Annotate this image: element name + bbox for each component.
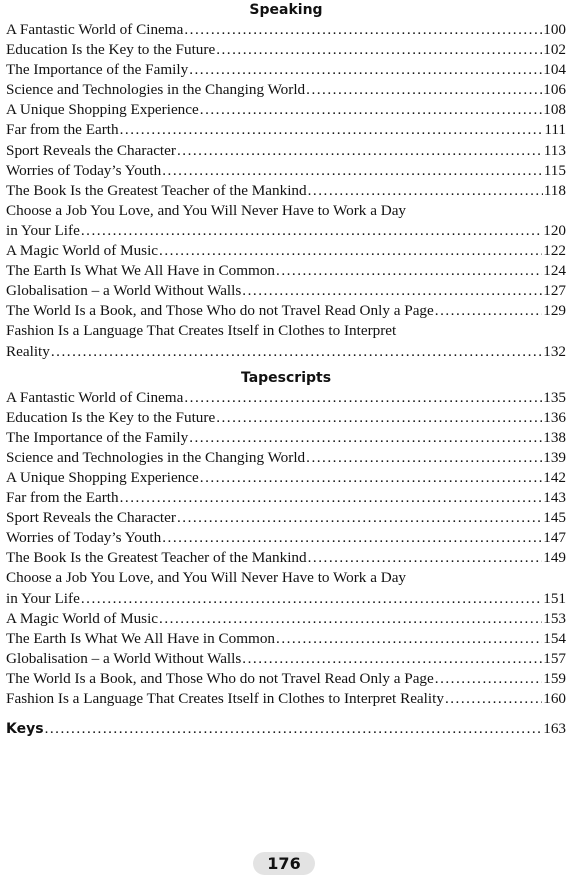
toc-entry[interactable] bbox=[6, 669, 566, 689]
toc-entry-page: 100 bbox=[543, 21, 566, 38]
toc-entry-title: Worries of Today’s Youth bbox=[6, 161, 162, 179]
toc-entry[interactable] bbox=[6, 388, 566, 408]
toc-entry[interactable] bbox=[6, 301, 566, 321]
toc-entry-row bbox=[6, 241, 566, 261]
toc-entry-page: 111 bbox=[544, 121, 566, 139]
toc-entry-page: 118 bbox=[543, 181, 566, 199]
toc-entry-row bbox=[6, 629, 566, 649]
toc-entry-row bbox=[6, 141, 566, 161]
toc-entry-title: Science and Technologies in the Changing World bbox=[6, 448, 306, 466]
toc-entry-title-line: Choose a Job You Love, and You Will Never Have to Work a Day bbox=[6, 201, 407, 219]
toc-entry-title: The Importance of the Family bbox=[6, 61, 189, 79]
toc-entry-page: 154 bbox=[543, 629, 566, 647]
toc-entry-title: A Fantastic World of Cinema bbox=[6, 388, 184, 406]
toc-entry-row bbox=[6, 120, 566, 140]
toc-entry-page: 149 bbox=[543, 549, 566, 567]
toc-entry-page: 143 bbox=[543, 489, 566, 507]
toc-entry-title: The Book Is the Greatest Teacher of the Mankind bbox=[6, 181, 307, 199]
toc-leader-dots bbox=[445, 689, 542, 709]
toc-leader-dots bbox=[306, 448, 542, 468]
toc-entry[interactable] bbox=[6, 201, 566, 241]
toc-leader-dots bbox=[45, 719, 543, 739]
toc-entry-title: Education Is the Key to the Future bbox=[6, 408, 216, 426]
toc-entry-page: 136 bbox=[543, 408, 566, 426]
toc-entry-title: Globalisation – a World Without Walls bbox=[6, 649, 242, 667]
toc-entry-title: A Unique Shopping Experience bbox=[6, 468, 199, 486]
toc-entry-row bbox=[6, 448, 566, 468]
section-heading-speaking: Speaking bbox=[249, 2, 323, 18]
toc-entry-row bbox=[6, 609, 566, 629]
toc-entry-page: 132 bbox=[543, 342, 566, 360]
toc-entry-page: 160 bbox=[543, 690, 566, 707]
toc-entry-title: The World Is a Book, and Those Who do not Travel Read Only a Page bbox=[6, 302, 434, 320]
toc-entry-title: Science and Technologies in the Changing World bbox=[6, 81, 306, 99]
toc-entry[interactable] bbox=[6, 488, 566, 508]
toc-entry-page: 115 bbox=[543, 161, 566, 179]
toc-entry-title: A Magic World of Music bbox=[6, 609, 159, 627]
section-heading-tapescripts: Tapescripts bbox=[240, 369, 332, 386]
toc-leader-dots bbox=[200, 100, 542, 120]
toc-entry[interactable] bbox=[6, 508, 566, 528]
toc-entry-title: Reality bbox=[6, 342, 50, 360]
toc-leader-dots bbox=[308, 548, 543, 568]
toc-leader-dots bbox=[184, 20, 542, 40]
toc-entry-page: 138 bbox=[543, 428, 566, 446]
toc-entry-title: Fashion Is a Language That Creates Itself in Clothes to Interpret Reality bbox=[6, 690, 444, 707]
toc-entry[interactable] bbox=[6, 408, 566, 428]
toc-leader-dots bbox=[177, 508, 542, 528]
toc-entry-row bbox=[6, 589, 566, 609]
page-number: 176 bbox=[253, 852, 314, 875]
toc-leader-dots bbox=[306, 80, 542, 100]
toc-entry[interactable] bbox=[6, 100, 566, 120]
toc-entry-row bbox=[6, 528, 566, 548]
toc-entry-page: 104 bbox=[543, 61, 566, 79]
toc-entry-row bbox=[6, 100, 566, 120]
speaking-list bbox=[6, 20, 566, 362]
toc-leader-dots bbox=[162, 528, 542, 548]
toc-leader-dots bbox=[81, 589, 542, 609]
toc-entry-row bbox=[6, 388, 566, 408]
toc-entry[interactable] bbox=[6, 428, 566, 448]
toc-entry[interactable] bbox=[6, 40, 566, 60]
toc-entry[interactable] bbox=[6, 321, 566, 361]
toc-entry-row bbox=[6, 161, 566, 181]
toc-entry[interactable] bbox=[6, 568, 566, 608]
toc-entry[interactable] bbox=[6, 281, 566, 301]
toc-entry-title: A Magic World of Music bbox=[6, 242, 159, 260]
toc-leader-dots bbox=[51, 342, 542, 362]
toc-entry-title: The Book Is the Greatest Teacher of the Mankind bbox=[6, 549, 307, 567]
toc-leader-dots bbox=[276, 261, 542, 281]
toc-entry-page: 142 bbox=[543, 468, 566, 486]
toc-entry-row bbox=[6, 689, 566, 709]
toc-entry[interactable] bbox=[6, 181, 566, 201]
toc-entry[interactable] bbox=[6, 448, 566, 468]
toc-entry-row bbox=[6, 80, 566, 100]
toc-entry-row bbox=[6, 488, 566, 508]
toc-entry-title: The Importance of the Family bbox=[6, 428, 189, 446]
toc-leader-dots bbox=[159, 241, 542, 261]
toc-entry-row bbox=[6, 508, 566, 528]
toc-entry-page: 102 bbox=[543, 41, 566, 59]
toc-entry-row bbox=[6, 261, 566, 281]
toc-entry[interactable] bbox=[6, 689, 566, 709]
toc-entry-page: 108 bbox=[543, 101, 566, 119]
toc-leader-dots bbox=[81, 221, 542, 241]
toc-entry-title: Far from the Earth bbox=[6, 489, 119, 507]
toc-leader-dots bbox=[276, 629, 542, 649]
toc-leader-dots bbox=[200, 468, 542, 488]
toc-entry-title: Sport Reveals the Character bbox=[6, 141, 176, 159]
toc-entry-page: 145 bbox=[543, 509, 566, 527]
toc-entry-page: 120 bbox=[543, 221, 566, 239]
toc-leader-dots bbox=[242, 649, 542, 669]
toc-entry-row bbox=[6, 548, 566, 568]
toc-entry[interactable] bbox=[6, 629, 566, 649]
toc-entry-keys[interactable] bbox=[6, 719, 566, 739]
toc-entry-title: Education Is the Key to the Future bbox=[6, 41, 216, 59]
toc-entry[interactable] bbox=[6, 120, 566, 140]
toc-entry[interactable] bbox=[6, 241, 566, 261]
toc-entry-row bbox=[6, 181, 566, 201]
toc-entry-row bbox=[6, 221, 566, 241]
toc-entry-page: 127 bbox=[543, 282, 566, 300]
toc-entry[interactable] bbox=[6, 20, 566, 40]
toc-entry-page: 153 bbox=[543, 609, 566, 627]
toc-leader-dots bbox=[216, 40, 542, 60]
toc-entry-page: 139 bbox=[543, 448, 566, 466]
toc-entry-title: The Earth Is What We All Have in Common bbox=[6, 262, 276, 280]
toc-entry-title: in Your Life bbox=[6, 221, 80, 239]
toc-entry-row bbox=[6, 408, 566, 428]
toc-entry-title: in Your Life bbox=[6, 589, 80, 607]
toc-entry-page: 122 bbox=[543, 242, 566, 260]
toc-entry-title: The World Is a Book, and Those Who do not Travel Read Only a Page bbox=[6, 669, 434, 687]
toc-entry-title: The Earth Is What We All Have in Common bbox=[6, 629, 276, 647]
toc-leader-dots bbox=[216, 408, 542, 428]
toc-entry-page: 157 bbox=[543, 649, 566, 667]
toc-entry-title: Keys bbox=[6, 721, 44, 738]
toc-entry[interactable] bbox=[6, 649, 566, 669]
toc-entry-page: 106 bbox=[543, 81, 566, 99]
toc-entry-title-line: Fashion Is a Language That Creates Itself in Clothes to Interpret bbox=[6, 322, 397, 340]
toc-entry[interactable] bbox=[6, 261, 566, 281]
toc-entry-title: A Unique Shopping Experience bbox=[6, 101, 199, 119]
toc-entry-row bbox=[6, 40, 566, 60]
toc-entry-title: Far from the Earth bbox=[6, 121, 119, 139]
toc-entry[interactable] bbox=[6, 141, 566, 161]
toc-leader-dots bbox=[120, 120, 544, 140]
toc-leader-dots bbox=[120, 488, 543, 508]
toc-entry-row bbox=[6, 281, 566, 301]
toc-entry[interactable] bbox=[6, 609, 566, 629]
toc-leader-dots bbox=[189, 428, 542, 448]
toc-leader-dots bbox=[184, 388, 542, 408]
toc-leader-dots bbox=[242, 281, 542, 301]
toc-entry-row bbox=[6, 669, 566, 689]
toc-entry-page: 124 bbox=[543, 262, 566, 280]
toc-entry[interactable] bbox=[6, 468, 566, 488]
toc-entry-row bbox=[6, 428, 566, 448]
toc-entry-page: 147 bbox=[543, 529, 566, 547]
toc-leader-dots bbox=[435, 301, 542, 321]
toc-entry-page: 113 bbox=[543, 141, 566, 159]
toc-entry-row bbox=[6, 342, 566, 362]
toc-entry-row bbox=[6, 468, 566, 488]
toc-leader-dots bbox=[162, 161, 543, 181]
toc-leader-dots bbox=[177, 141, 543, 161]
toc-entry-title: Globalisation – a World Without Walls bbox=[6, 282, 242, 300]
toc-entry-page: 135 bbox=[543, 388, 566, 406]
toc-entry[interactable] bbox=[6, 60, 566, 80]
toc-leader-dots bbox=[189, 60, 542, 80]
toc-entry-page: 159 bbox=[543, 669, 566, 687]
toc-entry[interactable] bbox=[6, 80, 566, 100]
toc-entry-title: A Fantastic World of Cinema bbox=[6, 21, 184, 38]
toc-leader-dots bbox=[159, 609, 542, 629]
toc-entry-row bbox=[6, 20, 566, 40]
toc-entry-row bbox=[6, 60, 566, 80]
toc-entry-page: 151 bbox=[543, 589, 566, 607]
toc-entry-page: 163 bbox=[543, 720, 566, 738]
toc-entry-title: Worries of Today’s Youth bbox=[6, 529, 162, 547]
toc-entry-row bbox=[6, 649, 566, 669]
toc-leader-dots bbox=[308, 181, 543, 201]
toc-entry[interactable] bbox=[6, 548, 566, 568]
toc-entry-row bbox=[6, 301, 566, 321]
toc-page bbox=[6, 0, 566, 739]
toc-entry[interactable] bbox=[6, 528, 566, 548]
toc-entry-page: 129 bbox=[543, 302, 566, 320]
page-footer bbox=[0, 852, 568, 875]
toc-entry-title-line: Choose a Job You Love, and You Will Never Have to Work a Day bbox=[6, 569, 407, 587]
toc-entry[interactable] bbox=[6, 161, 566, 181]
toc-entry-title: Sport Reveals the Character bbox=[6, 509, 176, 527]
toc-leader-dots bbox=[435, 669, 542, 689]
tapescripts-list bbox=[6, 388, 566, 710]
